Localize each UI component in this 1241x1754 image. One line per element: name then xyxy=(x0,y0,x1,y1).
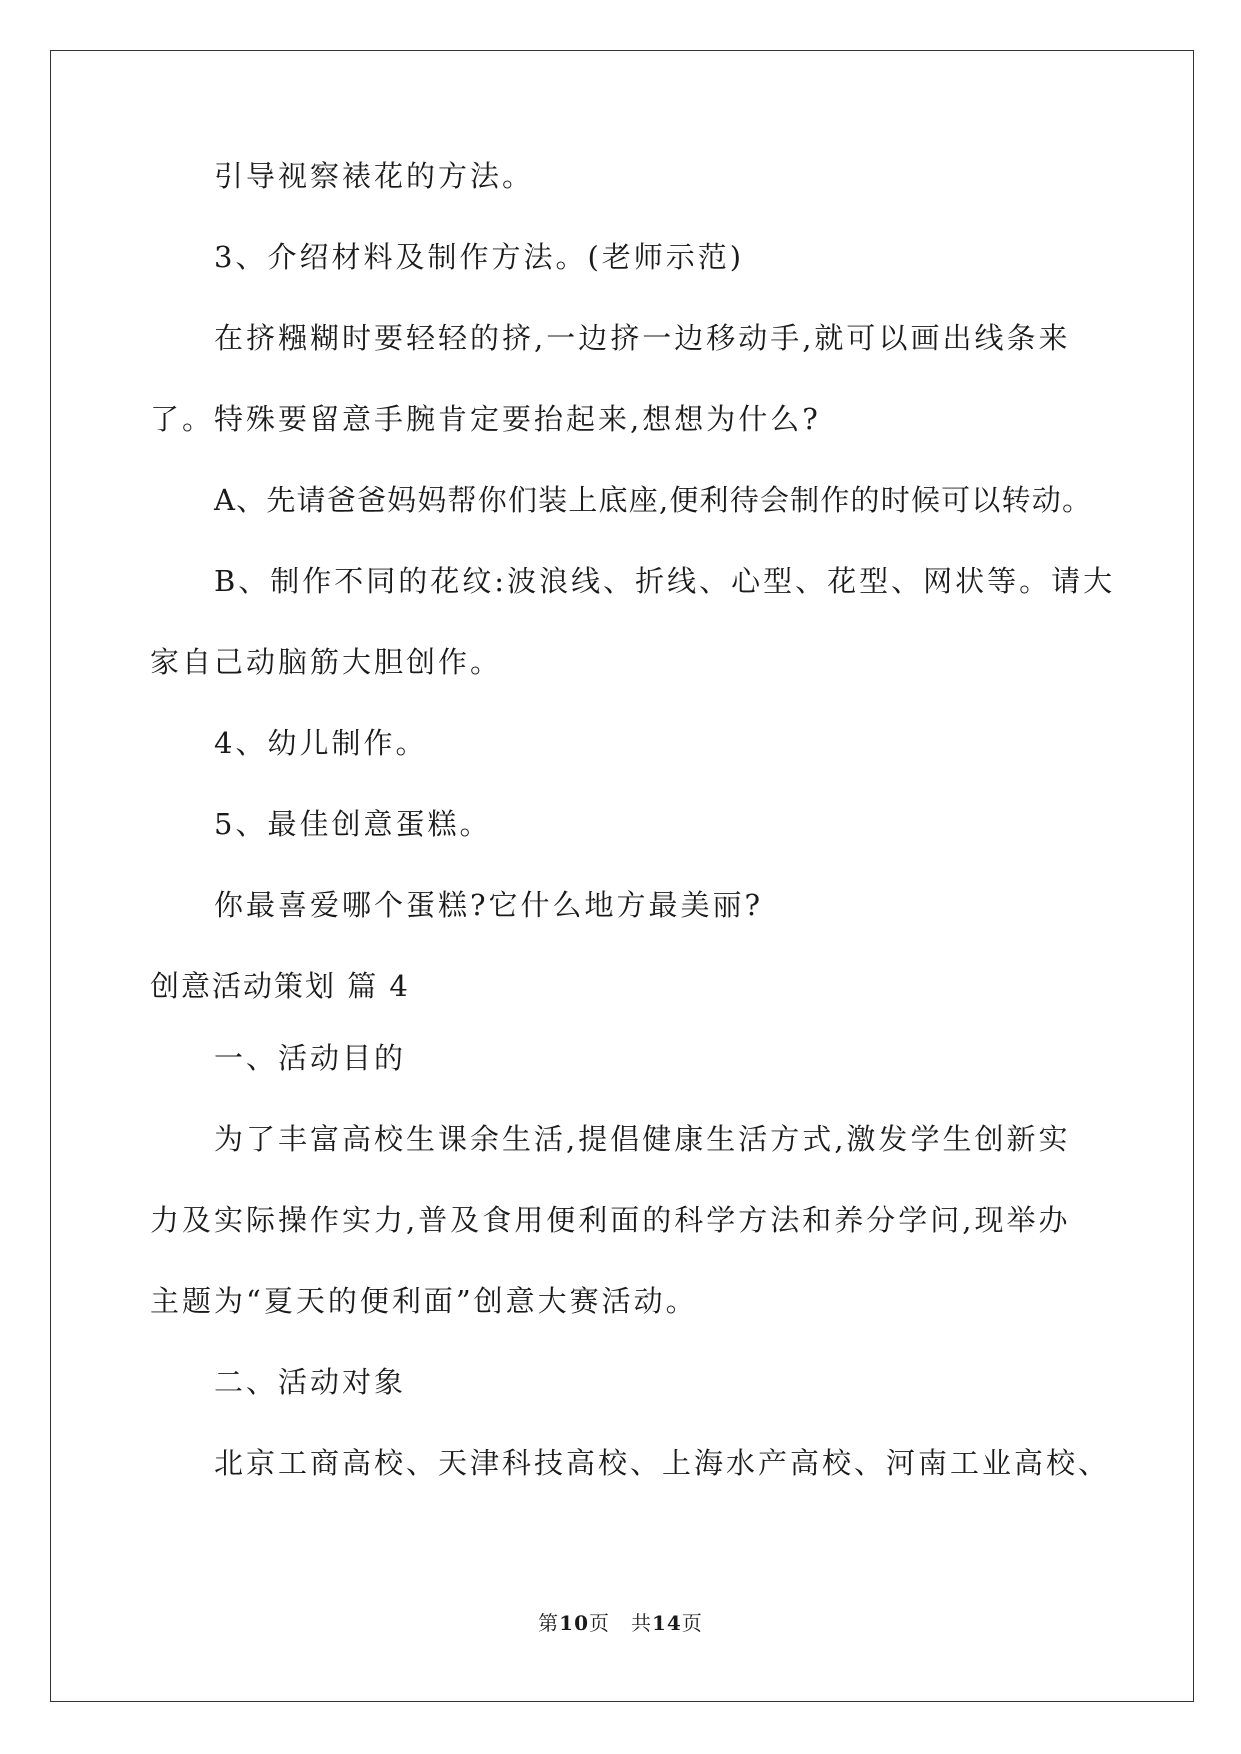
paragraph-line: 在挤糨糊时要轻轻的挤,一边挤一边移动手,就可以画出线条来 xyxy=(214,321,1071,355)
paragraph-line: 3、介绍材料及制作方法。(老师示范) xyxy=(214,240,745,274)
paragraph-line: B、制作不同的花纹:波浪线、折线、心型、花型、网状等。请大 xyxy=(214,564,1116,598)
paragraph-line: 4、幼儿制作。 xyxy=(214,726,428,760)
page-current: 10 xyxy=(559,1611,589,1635)
paragraph-line: 北京工商高校、天津科技高校、上海水产高校、河南工业高校、 xyxy=(214,1446,1111,1480)
paragraph-line: 二、活动对象 xyxy=(214,1365,407,1399)
page-suffix: 页 xyxy=(681,1611,703,1635)
page-mid: 页 共 xyxy=(589,1611,652,1635)
paragraph-line: 为了丰富高校生课余生活,提倡健康生活方式,激发学生创新实 xyxy=(214,1122,1071,1156)
paragraph-line: A、先请爸爸妈妈帮你们装上底座,便利待会制作的时候可以转动。 xyxy=(214,483,1093,517)
paragraph-line: 了。特殊要留意手腕肯定要抬起来,想想为什么? xyxy=(150,402,821,436)
document-body xyxy=(150,156,1116,1524)
paragraph-line: 家自己动脑筋大胆创作。 xyxy=(150,645,503,679)
page-total: 14 xyxy=(652,1611,682,1635)
section-heading: 创意活动策划 篇 4 xyxy=(150,969,410,1003)
page-footer xyxy=(0,1611,1241,1635)
paragraph-line: 力及实际操作实力,普及食用便利面的科学方法和养分学问,现举办 xyxy=(150,1203,1071,1237)
paragraph-line: 一、活动目的 xyxy=(214,1041,407,1075)
page-prefix: 第 xyxy=(538,1611,560,1635)
paragraph-line: 5、最佳创意蛋糕。 xyxy=(214,807,492,841)
paragraph-line: 引导视察裱花的方法。 xyxy=(214,159,535,193)
paragraph-line: 主题为“夏天的便利面”创意大赛活动。 xyxy=(150,1284,698,1318)
paragraph-line: 你最喜爱哪个蛋糕?它什么地方最美丽? xyxy=(214,888,764,922)
